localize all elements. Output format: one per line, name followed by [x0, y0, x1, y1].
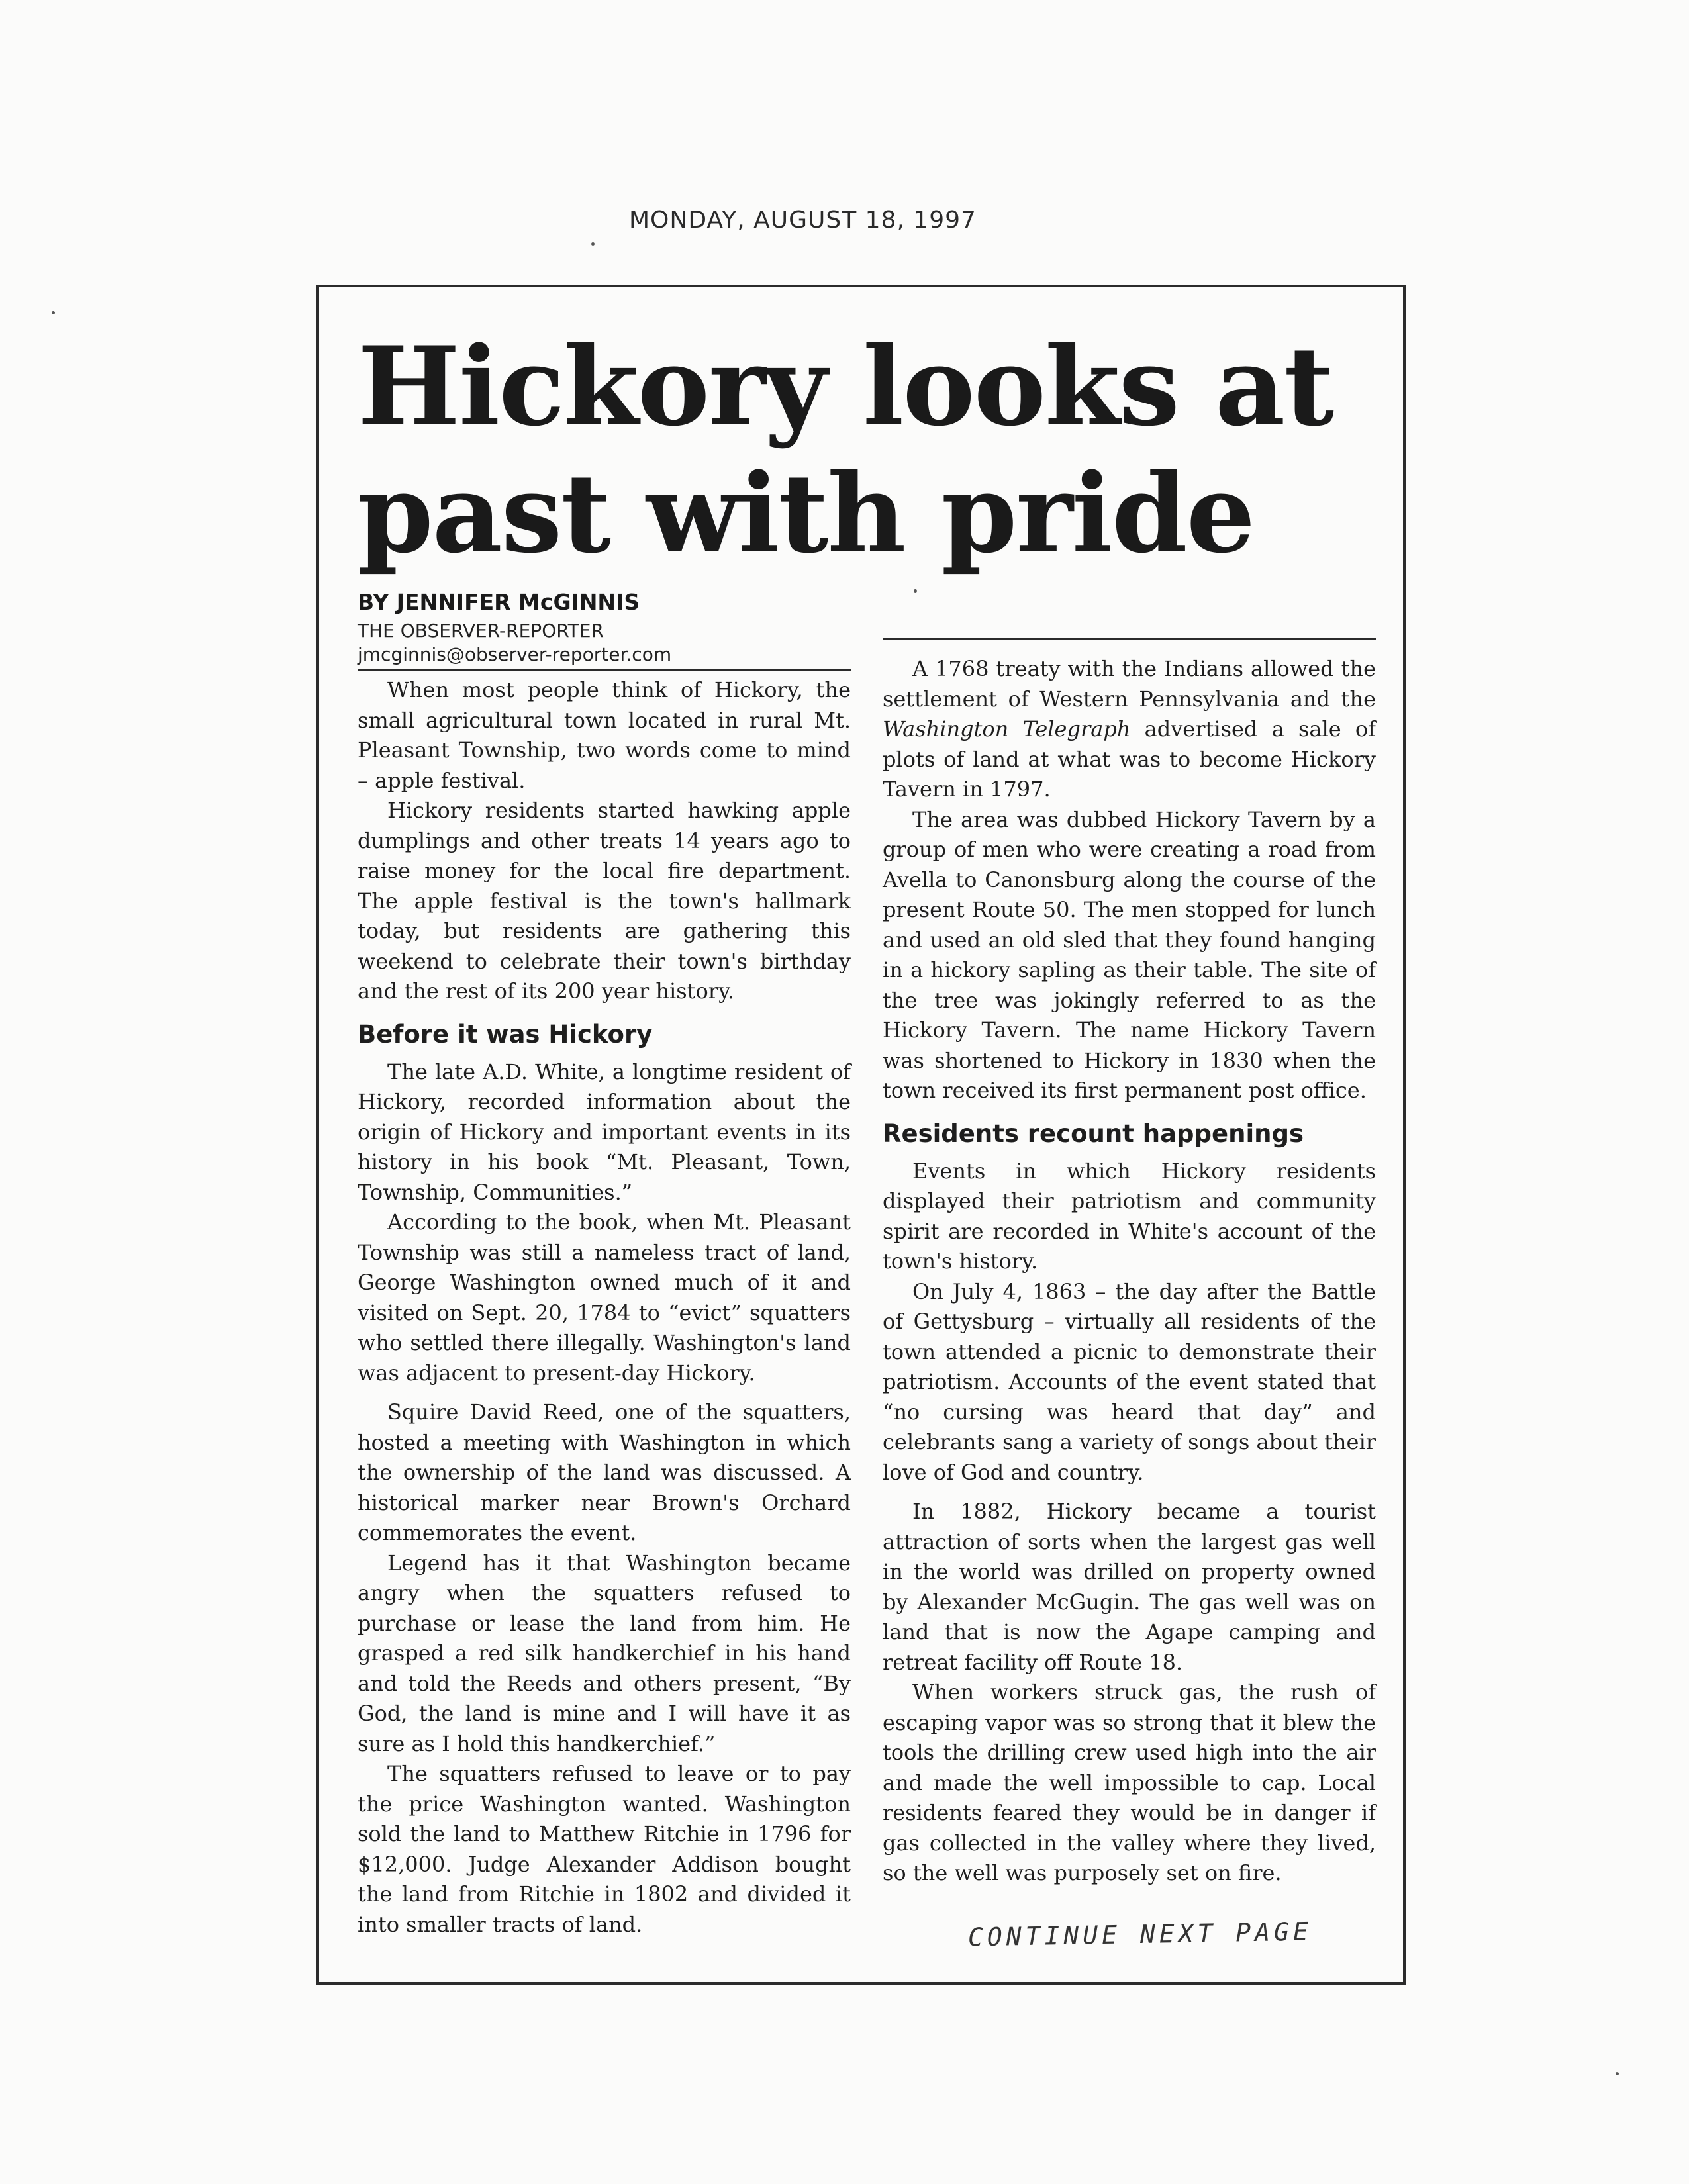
left-column-rule	[358, 669, 851, 671]
handwritten-note: CONTINUE NEXT PAGE	[967, 1917, 1313, 1952]
paragraph: According to the book, when Mt. Pleasant Township was still a nameless tract of land, George Washington owned much of it and visited on Sept. 20, 1784 to “evict” squatters who settled there illegally. Washington's land was adjacent to present-day Hickory.	[358, 1210, 851, 1386]
byline-email: jmcginnis@observer-reporter.com	[358, 643, 672, 665]
section-heading: Before it was Hickory	[358, 1020, 653, 1049]
paragraph: Squire David Reed, one of the squatters, hosted a meeting with Washington in which the ownership of the land was discussed. A historical marker near Brown's Orchard commemorates the event.	[358, 1400, 851, 1545]
scan-speck	[1616, 2072, 1619, 2075]
right-column	[883, 654, 1376, 1889]
paragraph: Legend has it that Washington became angry when the squatters refused to purchase or lease the land from him. He grasped a red silk handkerchief in his hand and told the Reeds and others present, “By God, the land is mine and I will have it as sure as I hold this handkerchief.”	[358, 1550, 851, 1756]
dateline: MONDAY, AUGUST 18, 1997	[629, 207, 977, 234]
byline-paper: THE OBSERVER-REPORTER	[358, 620, 604, 641]
section-heading: Residents recount happenings	[883, 1119, 1304, 1148]
paragraph: The area was dubbed Hickory Tavern by a group of men who were creating a road from Avella to Canonsburg along the course of the present Route 50. The men stopped for lunch and used an old sled that they found hanging in a hickory sapling as their table. The site of the tree was jokingly referred to as the Hickory Tavern. The name Hickory Tavern was shortened to Hickory in 1830 when the town received its first permanent post office.	[883, 806, 1376, 1103]
paragraph-text: A 1768 treaty with the Indians allowed the settlement of Western Pennsylvania and the	[883, 656, 1376, 712]
paragraph-text: advertised a sale of plots of land at what was to become Hickory Tavern in 1797.	[883, 716, 1376, 802]
headline: Hickory looks at past with pride	[358, 322, 1333, 577]
paragraph: In 1882, Hickory became a tourist attraction of sorts when the largest gas well in the world was drilled on property owned by Alexander McGugin. The gas well was on land that is now the Agape camping and retreat facility off Route 18.	[883, 1499, 1376, 1675]
scan-speck	[591, 242, 595, 246]
paragraph: Hickory residents started hawking apple dumplings and other treats 14 years ago to raise money for the local fire department. The apple festival is the town's hallmark today, but residents are gathering this weekend to celebrate their town's birthday and the rest of its 200 year history.	[358, 798, 851, 1004]
paragraph: Events in which Hickory residents displayed their patriotism and community spirit are recorded in White's account of the town's history.	[883, 1158, 1376, 1274]
paragraph: The late A.D. White, a longtime resident of Hickory, recorded information about the origin of Hickory and important events in its history in his book “Mt. Pleasant, Town, Township, Communities.”	[358, 1059, 851, 1205]
paragraph	[883, 654, 1376, 805]
newspaper-title: Washington Telegraph	[883, 716, 1131, 741]
scan-speck	[914, 589, 917, 593]
scan-speck	[52, 311, 55, 314]
byline-author: BY JENNIFER McGINNIS	[358, 589, 640, 615]
paragraph: On July 4, 1863 – the day after the Battle of Gettysburg – virtually all residents of the town attended a picnic to demonstrate their patriotism. Accounts of the event stated that “no cursing was heard that day” and celebrants sang a variety of songs about their love of God and country.	[883, 1278, 1376, 1485]
paragraph: When workers struck gas, the rush of escaping vapor was so strong that it blew the tools the drilling crew used high into the air and made the well impossible to cap. Local residents feared they would be in danger if gas collected in the valley where they lived, so the well was purposely set on fire.	[883, 1680, 1376, 1885]
paragraph: When most people think of Hickory, the small agricultural town located in rural Mt. Pleasant Township, two words come to mind – apple festival.	[358, 677, 851, 793]
left-column	[358, 675, 851, 1940]
right-column-rule	[883, 638, 1376, 640]
paragraph: The squatters refused to leave or to pay the price Washington wanted. Washington sold the land to Matthew Ritchie in 1796 for $12,000. Judge Alexander Addison bought the land from Ritchie in 1802 and divided it into smaller tracts of land.	[358, 1761, 851, 1937]
